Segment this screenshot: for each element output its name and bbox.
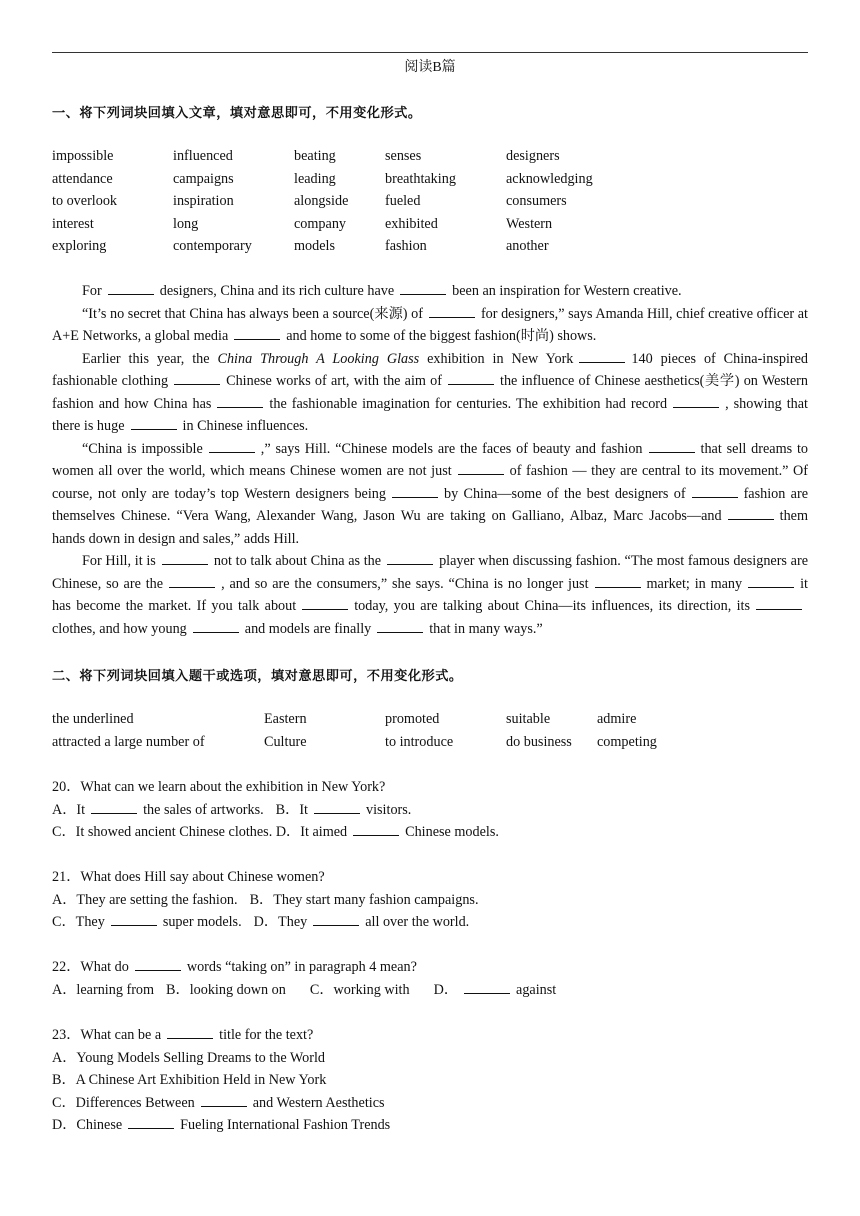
blank[interactable] [209, 438, 255, 453]
word-item: exhibited [385, 215, 438, 232]
blank[interactable] [217, 393, 263, 408]
word-item: promoted [385, 711, 440, 727]
paragraph-1: For designers, China and its rich culture have been an inspiration for Western creative. [52, 280, 808, 303]
word-item: long [173, 215, 199, 232]
word-item: beating [294, 148, 336, 164]
paragraph-4: “China is impossible ,” says Hill. “Chinese models are the faces of beauty and fashion that sell dreams to women all over the world, which means Chinese women are not just of fashion — they are central to its movement.” Of course, not only are today’s top Western designers being by China—some of the best designers of fashion are themselves Chinese. “Vera Wang, Alexander Wang, Jason Wu are taking on Galliano, Albaz, Marc Jacobs—and them hands down in design and sales,” adds Hill. [52, 438, 808, 551]
word-item: the underlined [52, 711, 134, 727]
paragraph-5: For Hill, it is not to talk about China as the player when discussing fashion. “The most famous designers are Chinese, so are the , and so are the consumers,” she says. “China is no longer just market; in many it has become the market. If you talk about today, you are talking about China—its influences, its direction, itsclothes, and how young and models are finally that in many ways.” [52, 550, 808, 640]
word-item: interest [52, 215, 94, 232]
blank[interactable] [201, 1092, 247, 1107]
question-20 [52, 776, 808, 844]
blank[interactable] [313, 911, 359, 926]
page-title: 阅读B篇 [404, 60, 456, 75]
blank[interactable] [748, 573, 794, 588]
word-item: leading [294, 170, 336, 187]
blank[interactable] [193, 618, 239, 633]
options-row: A．They are setting the fashion. B．They start many fashion campaigns. [52, 891, 479, 908]
word-item: Western [506, 215, 553, 232]
header-rule [52, 52, 808, 53]
question-stem: 22．What do words “taking on” in paragraph 4 mean? [52, 956, 808, 979]
word-item: suitable [506, 711, 551, 727]
option-a: A．Young Models Selling Dreams to the World [52, 1049, 326, 1066]
blank[interactable] [377, 618, 423, 633]
blank[interactable] [131, 415, 177, 430]
word-item: impossible [52, 148, 114, 164]
blank[interactable] [579, 348, 625, 363]
word-item: fashion [385, 238, 427, 254]
blank[interactable] [128, 1114, 174, 1129]
word-item: consumers [506, 193, 567, 209]
word-bank-2 [52, 708, 697, 753]
blank[interactable] [353, 821, 399, 836]
blank[interactable] [673, 393, 719, 408]
word-item: inspiration [173, 193, 234, 209]
options-row: C．They super models. D．They all over the world. [52, 911, 808, 934]
blank[interactable] [649, 438, 695, 453]
section1-instruction: 一、将下列词块回填入文章，填对意思即可，不用变化形式。 [52, 106, 422, 121]
blank[interactable] [167, 1024, 213, 1039]
options-row: C．It showed ancient Chinese clothes. D．It aimed Chinese models. [52, 821, 808, 844]
word-item: admire [597, 711, 637, 727]
blank[interactable] [108, 280, 154, 295]
word-item: breathtaking [385, 170, 456, 187]
blank[interactable] [387, 550, 433, 565]
word-item: campaigns [173, 170, 234, 187]
question-stem: 20．What can we learn about the exhibition in New York? [52, 779, 386, 795]
word-item: exploring [52, 238, 107, 254]
blank[interactable] [464, 979, 510, 994]
blank[interactable] [302, 595, 348, 610]
word-item: Culture [264, 733, 307, 750]
blank[interactable] [162, 550, 208, 565]
blank[interactable] [169, 573, 215, 588]
word-item: another [506, 238, 549, 254]
blank[interactable] [174, 370, 220, 385]
paragraph-2: “It’s no secret that China has always been a source(来源) of for designers,” says Amanda Hill, chief creative officer at A+E Networks, a global media and home to some of the biggest fashion(时尚) shows. [52, 303, 808, 348]
word-item: attendance [52, 170, 113, 187]
word-item: acknowledging [506, 170, 593, 187]
option-d: D．Chinese Fueling International Fashion Trends [52, 1114, 808, 1137]
option-c: C．Differences Between and Western Aesthetics [52, 1092, 808, 1115]
question-21 [52, 866, 808, 934]
word-item: fueled [385, 193, 421, 209]
blank[interactable] [728, 505, 774, 520]
word-item: Eastern [264, 711, 307, 727]
question-stem: 23．What can be a title for the text? [52, 1024, 808, 1047]
options-row: A．It the sales of artworks. B．It visitors. [52, 799, 808, 822]
word-item: company [294, 215, 347, 232]
section2-instruction: 二、将下列词块回填入题干或选项，填对意思即可，不用变化形式。 [52, 669, 463, 684]
paragraph-3: Earlier this year, the China Through A Looking Glass exhibition in New York 140 pieces of China-inspired fashionable clothing Chinese works of art, with the aim of the influence of Chinese aesthetics(美学) on Western fashion and how China has the fashionable imagination for centuries. The exhibition had record , showing that there is huge in Chinese influences. [52, 348, 808, 438]
word-item: alongside [294, 193, 349, 209]
question-23 [52, 1024, 808, 1137]
word-item: to overlook [52, 193, 118, 209]
question-22 [52, 956, 808, 1001]
word-item: contemporary [173, 238, 252, 254]
word-item: do business [506, 733, 572, 750]
word-item: competing [597, 733, 657, 750]
word-item: to introduce [385, 733, 454, 750]
blank[interactable] [400, 280, 446, 295]
blank[interactable] [448, 370, 494, 385]
word-bank-1 [52, 145, 636, 258]
word-item: designers [506, 148, 560, 164]
blank[interactable] [429, 303, 475, 318]
option-b: B．A Chinese Art Exhibition Held in New York [52, 1072, 327, 1088]
blank[interactable] [756, 595, 802, 610]
word-item: influenced [173, 148, 233, 164]
blank[interactable] [392, 483, 438, 498]
word-item: attracted a large number of [52, 733, 205, 750]
reading-passage [52, 280, 808, 640]
word-item: models [294, 238, 335, 254]
blank[interactable] [692, 483, 738, 498]
word-item: senses [385, 148, 422, 164]
blank[interactable] [135, 956, 181, 971]
blank[interactable] [458, 460, 504, 475]
options-row: A．learning from B．looking down on C．working with D． against [52, 979, 808, 1002]
blank[interactable] [91, 799, 137, 814]
question-stem: 21．What does Hill say about Chinese women? [52, 869, 325, 885]
blank[interactable] [595, 573, 641, 588]
blank[interactable] [314, 799, 360, 814]
blank[interactable] [111, 911, 157, 926]
blank[interactable] [234, 325, 280, 340]
